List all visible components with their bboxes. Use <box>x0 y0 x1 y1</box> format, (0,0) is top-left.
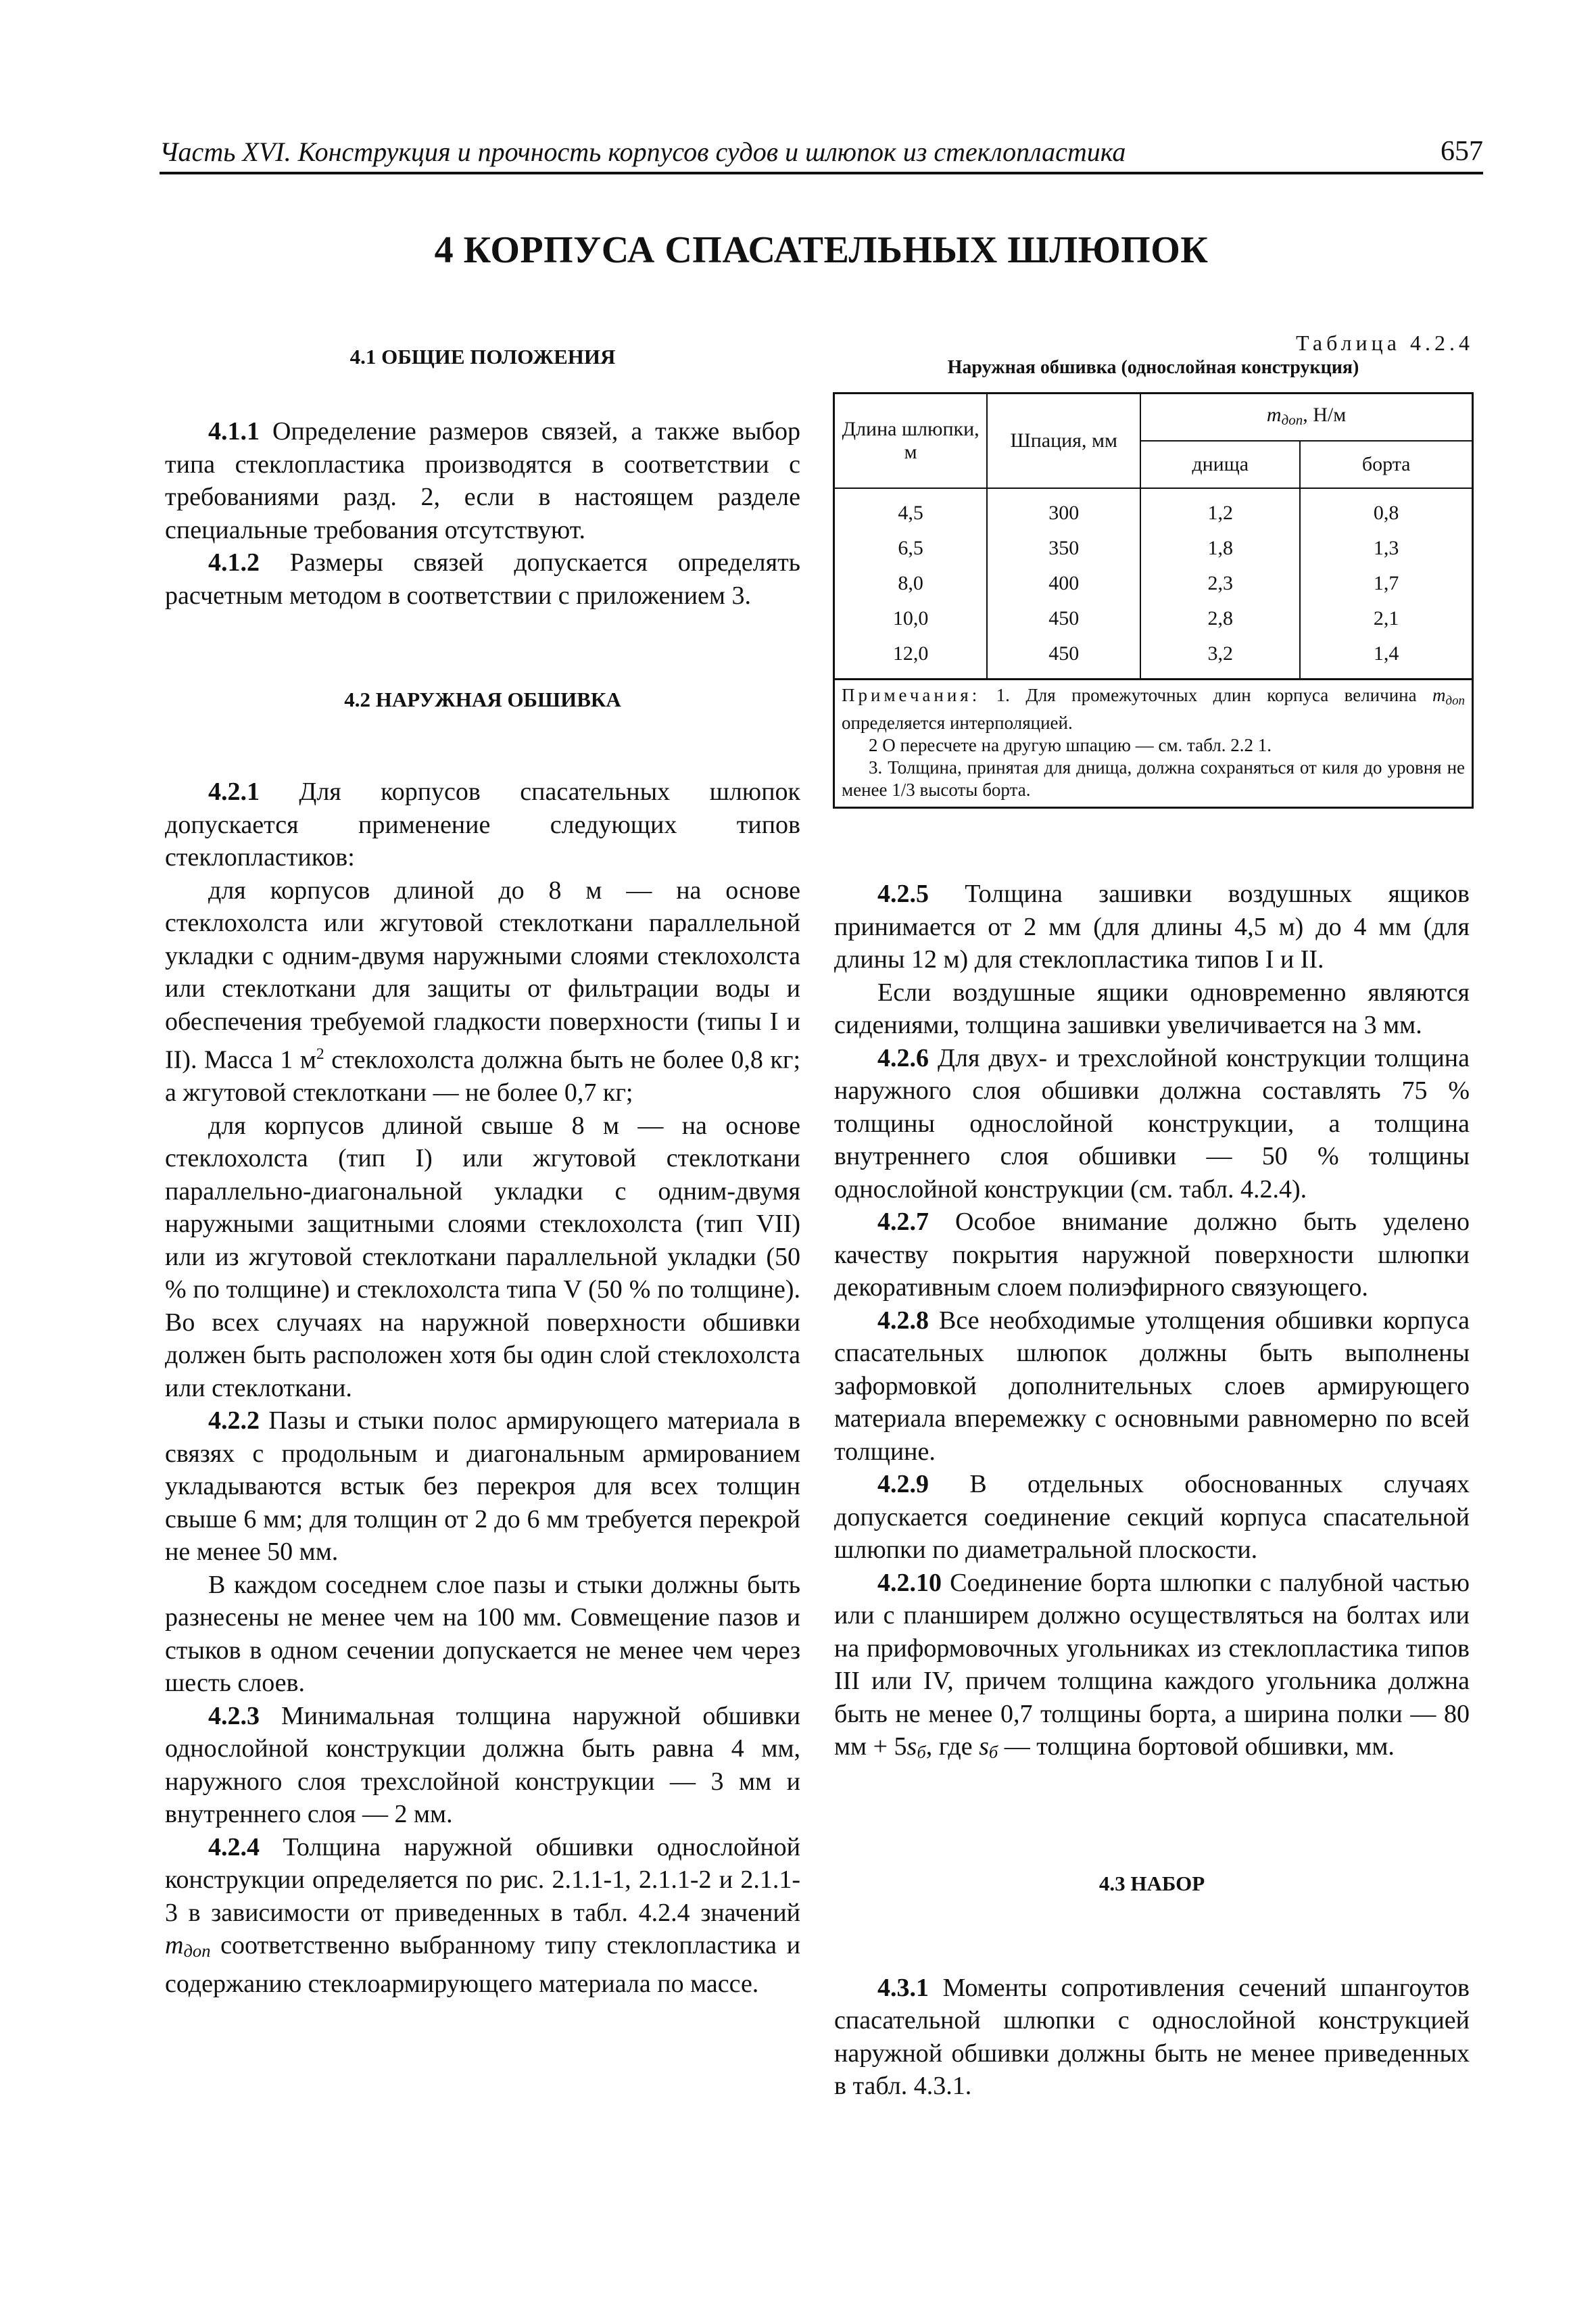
cell-side: 1,7 <box>1300 566 1472 601</box>
paragraph-4-3-1 <box>834 1972 1470 2103</box>
paragraph-number: 4.1.1 <box>208 417 260 446</box>
table-4-2-4 <box>833 330 1474 809</box>
cell-spacing: 350 <box>987 531 1140 566</box>
paragraph-4-2-2-b: В каждом соседнем слое пазы и стыки должны быть разнесены не менее чем на 100 мм. Совмещение пазов и стыков в одном сечении допускается не менее чем через шесть слоев. <box>165 1570 800 1698</box>
section-title-4-1: 4.1 ОБЩИЕ ПОЛОЖЕНИЯ <box>349 345 616 368</box>
table-row <box>834 488 1473 531</box>
cell-bottom: 1,2 <box>1140 488 1300 531</box>
paragraph-text: Минимальная толщина наружной обшивки однослойной конструкции должна быть равна 4 мм, наружного слоя трехслойной конструкции — 3 мм и внутреннего слоя — 2 мм. <box>165 1701 800 1829</box>
paragraph-number: 4.3.1 <box>877 1973 929 2002</box>
paragraph-text: соответственно выбранному типу стеклопластика и содержанию стеклоармирующего материала по массе. <box>165 1931 800 1998</box>
cell-bottom: 1,8 <box>1140 531 1300 566</box>
cell-length: 12,0 <box>834 636 988 680</box>
table-row <box>834 566 1473 601</box>
subscript: доп <box>183 1941 211 1961</box>
symbol-s: s <box>979 1732 989 1761</box>
cell-spacing: 450 <box>987 636 1140 680</box>
note-text: определяется интерполяцией. <box>842 713 1073 733</box>
running-header <box>160 124 1483 174</box>
superscript: 2 <box>316 1045 324 1063</box>
paragraph-number: 4.2.4 <box>208 1832 260 1861</box>
paragraph-4-1-1 <box>165 415 800 546</box>
paragraph-4-2-9 <box>834 1468 1470 1567</box>
cell-bottom: 2,3 <box>1140 566 1300 601</box>
header-length: Длина шлюпки, м <box>834 394 988 489</box>
paragraph-4-2-5-b: Если воздушные ящики одновременно являются сидениями, толщина зашивки увеличивается на 3 мм. <box>834 978 1470 1039</box>
paragraph-text: Все необходимые утолщения обшивки корпуса спасательных шлюпок должны быть выполнены заформовкой дополнительных слоев армирующего материала вперемежку с основными равномерно по всей толщине. <box>834 1306 1470 1466</box>
cell-spacing: 450 <box>987 601 1140 636</box>
paragraph-number: 4.2.2 <box>208 1406 260 1435</box>
note-2: 2 О пересчете на другую шпацию — см. табл. 2.2 1. <box>869 735 1272 755</box>
paragraph-text: Толщина зашивки воздушных ящиков принимается от 2 мм (для длины 4,5 м) до 4 мм (для длины 12 м) для стеклопластика типов I и II. <box>834 880 1470 974</box>
subscript: доп <box>1445 694 1465 708</box>
paragraph-text: Для корпусов спасательных шлюпок допускается применение следующих типов стеклопластиков: <box>165 778 800 872</box>
cell-side: 1,4 <box>1300 636 1472 680</box>
paragraph-number: 4.2.10 <box>877 1568 942 1597</box>
paragraph-4-1-2 <box>165 546 800 612</box>
paragraph-4-2-1-b: для корпусов длиной свыше 8 м — на основе стеклохолста (тип I) или жгутовой стеклоткани параллельно-диагональной укладки с одним-двумя наружными защитными слоями стеклохолста (тип VII) или из жгутовой стеклоткани параллельной укладки (50 % по толщине) и стеклохолста типа V (50 % по толщине). Во всех случаях на наружной поверхности обшивки должен быть расположен хотя бы один слой стеклохолста или стеклоткани. <box>165 1111 800 1402</box>
subscript: б <box>988 1742 998 1762</box>
page-number: 657 <box>1441 136 1483 167</box>
header-spacing: Шпация, мм <box>987 394 1140 489</box>
cell-side: 1,3 <box>1300 531 1472 566</box>
symbol-m: m <box>1432 685 1446 705</box>
table-row <box>834 601 1473 636</box>
unit-label: , Н/м <box>1303 403 1347 426</box>
cell-length: 4,5 <box>834 488 988 531</box>
table-row <box>834 531 1473 566</box>
paragraph-4-2-7 <box>834 1206 1470 1304</box>
header-side: борта <box>1300 441 1472 488</box>
symbol-s: s <box>906 1732 917 1761</box>
paragraph-number: 4.2.8 <box>877 1306 929 1335</box>
paragraph-text: В отдельных обоснованных случаях допускается соединение секций корпуса спасательной шлюпки по диаметральной плоскости. <box>834 1470 1470 1564</box>
table-caption: Наружная обшивка (однослойная конструкция) <box>947 357 1359 378</box>
right-column <box>834 878 1470 2103</box>
note-text: 1. Для промежуточных длин корпуса величина <box>980 685 1433 705</box>
paragraph-text: Определение размеров связей, а также выбор типа стеклопластика производятся в соответствии с требованиями разд. 2, если в настоящем разделе специальные требования отсутствуют. <box>165 417 800 544</box>
note-3: 3. Толщина, принятая для днища, должна сохраняться от киля до уровня не менее 1/3 высоты борта. <box>842 757 1465 800</box>
cell-side: 0,8 <box>1300 488 1472 531</box>
table-row <box>834 636 1473 680</box>
symbol-m: m <box>165 1931 184 1960</box>
paragraph-4-2-1 <box>165 776 800 874</box>
cell-side: 2,1 <box>1300 601 1472 636</box>
note-1 <box>842 684 1465 734</box>
paragraph-number: 4.2.1 <box>208 778 260 806</box>
section-title-4-2: 4.2 НАРУЖНАЯ ОБШИВКА <box>344 688 621 711</box>
paragraph-text: Соединение борта шлюпки с палубной частью или с планширем должно осуществляться на болтах или на приформовочных угольниках из стеклопластика типов III или IV, причем толщина каждого угольника должна быть не менее 0,7 толщины борта, а ширина полки — 80 мм + 5 <box>834 1568 1470 1761</box>
cell-length: 6,5 <box>834 531 988 566</box>
paragraph-number: 4.2.9 <box>877 1470 929 1498</box>
paragraph-number: 4.2.6 <box>877 1043 929 1072</box>
cell-spacing: 400 <box>987 566 1140 601</box>
cell-spacing: 300 <box>987 488 1140 531</box>
section-title-4-3: 4.3 НАБОР <box>1098 1871 1205 1895</box>
paragraph-number: 4.2.5 <box>877 880 929 908</box>
paragraph-number: 4.1.2 <box>208 548 260 577</box>
paragraph-text: Особое внимание должно быть уделено качеству покрытия наружной поверхности шлюпки декоративным слоем полиэфирного связующего. <box>834 1208 1470 1302</box>
paragraph-number: 4.2.7 <box>877 1208 929 1236</box>
paragraph-4-2-3 <box>165 1700 800 1831</box>
subscript: доп <box>1281 411 1303 428</box>
cell-bottom: 3,2 <box>1140 636 1300 680</box>
table-label: Таблица 4.2.4 <box>1296 331 1474 355</box>
paragraph-text: Толщина наружной обшивки однослойной конструкции определяется по рис. 2.1.1-1, 2.1.1-2 и 2.1.1-3 в зависимости от приведенных в табл. 4.2.4 значений <box>165 1832 800 1927</box>
left-column <box>165 338 800 2000</box>
paragraph-text: Пазы и стыки полос армирующего материала в связях с продольным и диагональным армированием укладываются встык без перекроя для всех толщин свыше 6 мм; для толщин от 2 до 6 мм требуется перекрой не менее 50 мм. <box>165 1406 800 1567</box>
subscript: б <box>917 1742 926 1762</box>
chapter-title: 4 КОРПУСА СПАСАТЕЛЬНЫХ ШЛЮПОК <box>434 229 1209 271</box>
cell-bottom: 2,8 <box>1140 601 1300 636</box>
cell-length: 10,0 <box>834 601 988 636</box>
paragraph-4-2-5 <box>834 878 1470 976</box>
paragraph-4-2-2 <box>165 1404 800 1569</box>
paragraph-text: Моменты сопротивления сечений шпангоутов спасательной шлюпки с однослойной конструкцией наружной обшивки должны быть не менее приведенных в табл. 4.3.1. <box>834 1973 1470 2100</box>
paragraph-text: для корпусов длиной до 8 м — на основе стеклохолста или жгутовой стеклоткани параллельной укладки с одним-двумя наружными слоями стеклохолста или стеклоткани для защиты от фильтрации воды и обеспечения требуемой гладкости поверхности (типы I и II). Масса 1 м <box>165 876 800 1074</box>
table-notes <box>833 680 1474 809</box>
notes-lead: Примечания: <box>842 685 981 705</box>
paragraph-text: , где <box>925 1732 980 1761</box>
header-m-dop <box>1140 394 1472 442</box>
paragraph-text: — толщина бортовой обшивки, мм. <box>998 1732 1395 1761</box>
data-table <box>833 392 1474 680</box>
paragraph-4-2-10 <box>834 1567 1470 1769</box>
paragraph-4-2-1-a <box>165 874 800 1110</box>
cell-length: 8,0 <box>834 566 988 601</box>
paragraph-number: 4.2.3 <box>208 1701 260 1730</box>
header-bottom: днища <box>1140 441 1300 488</box>
paragraph-text: Для двух- и трехслойной конструкции толщина наружного слоя обшивки должна составлять 75 % толщины однослойной конструкции, а толщина внутреннего слоя обшивки — 50 % толщины однослойной конструкции (см. табл. 4.2.4). <box>834 1043 1470 1204</box>
paragraph-4-2-4 <box>165 1831 800 2001</box>
running-title: Часть XVI. Конструкция и прочность корпусов судов и шлюпок из стеклопластика <box>160 137 1126 167</box>
paragraph-4-2-6 <box>834 1042 1470 1206</box>
paragraph-4-2-8 <box>834 1304 1470 1469</box>
paragraph-text: Размеры связей допускается определять расчетным методом в соответствии с приложением 3. <box>165 548 800 610</box>
paragraph-text: стеклохолста должна быть не более 0,8 кг; а жгутовой стеклоткани — не более 0,7 кг; <box>165 1045 800 1108</box>
symbol-m: m <box>1266 403 1282 426</box>
